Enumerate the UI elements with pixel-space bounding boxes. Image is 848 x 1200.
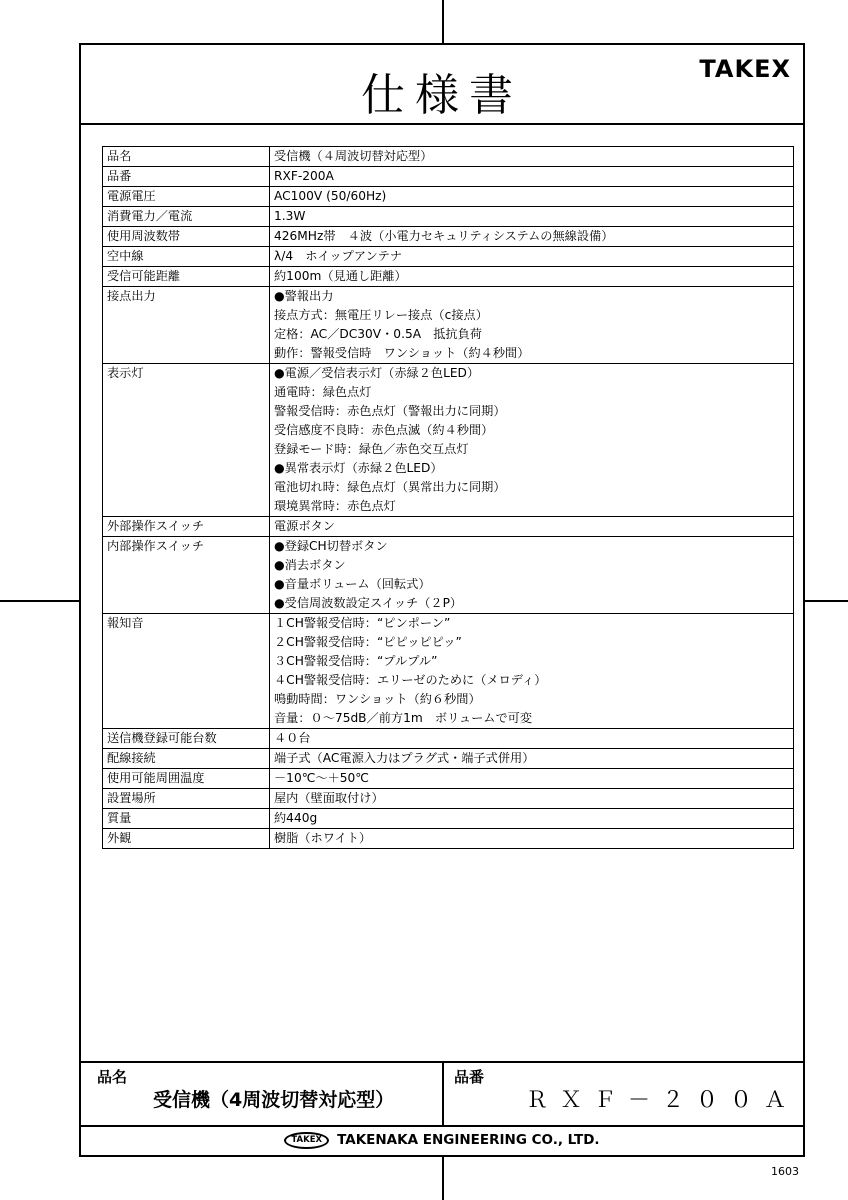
spec-value-line: ●警報出力	[274, 289, 334, 303]
spec-value	[270, 749, 794, 769]
spec-value	[270, 207, 794, 227]
spec-row	[103, 247, 794, 267]
spec-label: 外部操作スイッチ	[103, 517, 270, 537]
spec-label: 使用可能周囲温度	[103, 769, 270, 789]
spec-label: 外観	[103, 829, 270, 849]
spec-row	[103, 147, 794, 167]
spec-row	[103, 227, 794, 247]
spec-value-line: ●音量ボリューム（回転式）	[274, 577, 431, 591]
spec-value-line: 接点方式：無電圧リレー接点（c接点）	[274, 308, 488, 322]
spec-label: 質量	[103, 809, 270, 829]
spec-value	[270, 287, 794, 364]
spec-label: 消費電力／電流	[103, 207, 270, 227]
spec-row	[103, 187, 794, 207]
spec-label: 内部操作スイッチ	[103, 537, 270, 614]
spec-label: 使用周波数帯	[103, 227, 270, 247]
spec-value-line: 約440g	[274, 811, 318, 825]
company-row	[81, 1125, 803, 1155]
spec-row	[103, 267, 794, 287]
crop-mark-bottom	[442, 1157, 444, 1200]
product-code-value: ＲＸＦ－２００Ａ	[526, 1088, 799, 1113]
spec-value-line: ４CH警報受信時：エリーゼのために（メロディ）	[274, 673, 547, 687]
spec-label: 送信機登録可能台数	[103, 729, 270, 749]
spec-value-line: RXF-200A	[274, 169, 334, 183]
company-name: TAKENAKA ENGINEERING CO., LTD.	[337, 1132, 600, 1148]
spec-value-line: 約100m（見通し距離）	[274, 269, 407, 283]
product-code-label: 品番	[454, 1068, 485, 1086]
spec-value-line: 受信機（４周波切替対応型）	[274, 149, 433, 163]
spec-value-line: AC100V (50/60Hz)	[274, 189, 387, 203]
product-info-row	[81, 1061, 803, 1127]
spec-label: 電源電圧	[103, 187, 270, 207]
spec-row	[103, 729, 794, 749]
spec-label: 品名	[103, 147, 270, 167]
spec-value-line: ●受信周波数設定スイッチ（２P）	[274, 596, 463, 610]
spec-value-line: １CH警報受信時：“ピンポーン”	[274, 616, 451, 630]
spec-label: 空中線	[103, 247, 270, 267]
document-number: 1603	[771, 1165, 799, 1178]
crop-mark-top	[442, 0, 444, 43]
spec-value	[270, 364, 794, 517]
company-logo: TAKEX	[284, 1132, 329, 1149]
document-title: 仕様書	[361, 70, 523, 121]
spec-value-line: ４０台	[274, 731, 311, 745]
spec-value-line: 受信感度不良時：赤色点滅（約４秒間）	[274, 423, 494, 437]
spec-row	[103, 614, 794, 729]
spec-value	[270, 147, 794, 167]
spec-value	[270, 829, 794, 849]
product-row-divider	[442, 1063, 444, 1125]
crop-mark-right	[805, 600, 848, 602]
spec-value	[270, 537, 794, 614]
spec-value-line: 登録モード時：緑色／赤色交互点灯	[274, 442, 469, 456]
spec-row	[103, 287, 794, 364]
spec-row	[103, 517, 794, 537]
spec-row	[103, 207, 794, 227]
spec-value-line: 音量：０～75dB／前方1m ボリュームで可変	[274, 711, 533, 725]
spec-value-line: 426MHz帯 ４波（小電力セキュリティシステムの無線設備）	[274, 229, 614, 243]
spec-value-line: 警報受信時：赤色点灯（警報出力に同期）	[274, 404, 506, 418]
spec-value	[270, 167, 794, 187]
spec-label: 設置場所	[103, 789, 270, 809]
spec-value	[270, 227, 794, 247]
product-name-value: 受信機（4周波切替対応型）	[153, 1089, 395, 1111]
spec-label: 接点出力	[103, 287, 270, 364]
spec-value-line: 環境異常時：赤色点灯	[274, 499, 396, 513]
crop-mark-left	[0, 600, 79, 602]
spec-value	[270, 789, 794, 809]
spec-value	[270, 517, 794, 537]
spec-value	[270, 809, 794, 829]
spec-value-line: 端子式（AC電源入力はプラグ式・端子式併用）	[274, 751, 535, 765]
document-header	[81, 45, 803, 125]
spec-value-line: 通電時：緑色点灯	[274, 385, 372, 399]
spec-row	[103, 537, 794, 614]
title-block	[81, 1061, 803, 1155]
spec-value-line: ●異常表示灯（赤緑２色LED）	[274, 461, 443, 475]
spec-label: 表示灯	[103, 364, 270, 517]
spec-row	[103, 789, 794, 809]
spec-value-line: ●登録CH切替ボタン	[274, 539, 388, 553]
spec-value	[270, 769, 794, 789]
spec-label: 配線接続	[103, 749, 270, 769]
spec-label: 受信可能距離	[103, 267, 270, 287]
spec-value	[270, 187, 794, 207]
spec-row	[103, 364, 794, 517]
spec-value-line: －10℃～＋50℃	[274, 771, 369, 785]
spec-value-line: ●消去ボタン	[274, 558, 346, 572]
product-name-label: 品名	[97, 1068, 128, 1086]
spec-value	[270, 267, 794, 287]
spec-row	[103, 769, 794, 789]
document-frame	[79, 43, 805, 1157]
spec-value-line: 定格：AC／DC30V・0.5A 抵抗負荷	[274, 327, 482, 341]
spec-table	[102, 146, 794, 849]
spec-label: 報知音	[103, 614, 270, 729]
spec-label: 品番	[103, 167, 270, 187]
spec-value	[270, 729, 794, 749]
spec-value-line: ３CH警報受信時：“プルプル”	[274, 654, 438, 668]
spec-value-line: 動作：警報受信時 ワンショット（約４秒間）	[274, 346, 530, 360]
spec-row	[103, 809, 794, 829]
spec-row	[103, 167, 794, 187]
spec-value-line: ●電源／受信表示灯（赤緑２色LED）	[274, 366, 480, 380]
spec-value-line: 電源ボタン	[274, 519, 335, 533]
spec-value-line: λ/4 ホイップアンテナ	[274, 249, 403, 263]
spec-value-line: 鳴動時間：ワンショット（約６秒間）	[274, 692, 481, 706]
spec-row	[103, 829, 794, 849]
spec-value	[270, 614, 794, 729]
spec-value	[270, 247, 794, 267]
spec-table-body	[103, 147, 794, 849]
spec-value-line: 屋内（壁面取付け）	[274, 791, 384, 805]
brand-logo: TAKEX	[699, 55, 791, 83]
spec-value-line: 樹脂（ホワイト）	[274, 831, 372, 845]
spec-value-line: ２CH警報受信時：“ピピッピピッ”	[274, 635, 462, 649]
spec-value-line: 電池切れ時：緑色点灯（異常出力に同期）	[274, 480, 506, 494]
spec-value-line: 1.3W	[274, 209, 306, 223]
spec-row	[103, 749, 794, 769]
